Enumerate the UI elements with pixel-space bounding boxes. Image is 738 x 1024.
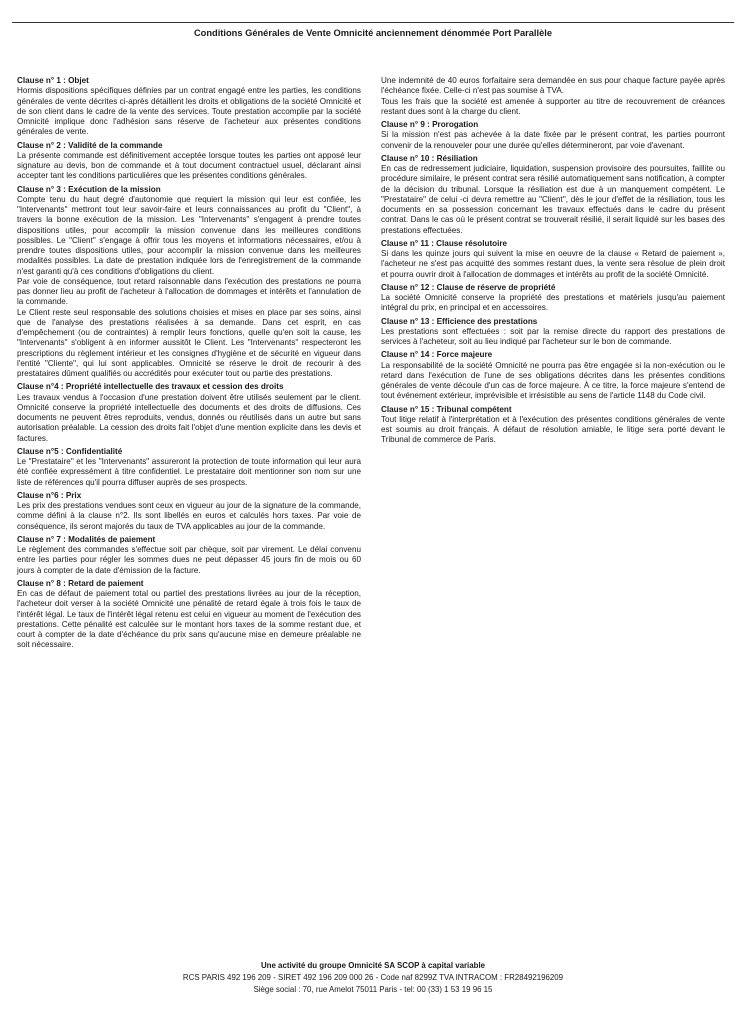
clause-paragraph: Tout litige relatif à l'interprétation et à l'exécution des présentes conditions générales de vente est soumis au droit français. À défaut de résolution amiable, le litige sera porté devant le Tribunal de commerce de Paris. bbox=[381, 414, 725, 445]
footer-title: Une activité du groupe Omnicité SA SCOP à capital variable bbox=[260, 961, 486, 970]
clause bbox=[381, 154, 725, 236]
clause-paragraph: Une indemnité de 40 euros forfaitaire sera demandée en sus pour chaque facture payée après l'échéance fixée. Celle-ci n'est pas soumise à TVA. bbox=[381, 76, 725, 96]
clause bbox=[381, 76, 725, 117]
clause-paragraph: En cas de défaut de paiement total ou partiel des prestations livrées au jour de la réception, l'acheteur doit verser à la société Omnicité une pénalité de retard égale à trois fois le taux de l'intérêt légal. Le taux de l'intérêt légal retenu est celui en vigueur au moment de l'exécution des prestations. Cette pénalité est calculée sur le montant hors taxes de la somme restant due, et court à compter de la date d'échéance du prix sans qu'aucune mise en demeure préalable ne soit nécessaire. bbox=[17, 589, 361, 650]
clause-paragraph: Le "Prestataire" et les "Intervenants" assureront la protection de toute information qui leur aura été confiée expressément à titre confidentiel. Le prestataire doit mentionner son nom sur une liste de références qu'il pourra diffuser auprès de ses prospects. bbox=[17, 457, 361, 487]
clause-paragraph: Par voie de conséquence, tout retard raisonnable dans l'exécution des prestations ne pourra pas donner lieu au profit de l'acheteur à l'allocation de dommages et intérêts et l'annulation de la commande. bbox=[17, 276, 361, 307]
clause-heading: Clause n° 9 : Prorogation bbox=[381, 120, 479, 129]
clause-heading: Clause n° 11 : Clause résolutoire bbox=[381, 238, 508, 248]
clause-paragraph: La société Omnicité conserve la propriété des prestations et matériels jusqu'au paiement intégral du prix, en principal et en accessoires. bbox=[381, 293, 725, 313]
clause-paragraph: Les prestations sont effectuées : soit par la remise directe du rapport des prestations de services à l'acheteur, soit au lieu indiqué par l'acheteur sur le bon de commande. bbox=[381, 326, 725, 346]
clause-heading: Clause n°4 : Propriété intellectuelle des travaux et cession des droits bbox=[17, 382, 284, 392]
clause-paragraph: La présente commande est définitivement acceptée lorsque toutes les parties ont apposé leur signature au devis, bon de commande et à tout document contractuel usuel, déclarant ainsi accepter tant les conditions particulières que les présentes conditions générales. bbox=[17, 150, 361, 181]
clause-heading: Clause n° 12 : Clause de réserve de propriété bbox=[381, 282, 556, 292]
clause-paragraph: Si dans les quinze jours qui suivent la mise en oeuvre de la clause « Retard de paiement », l'acheteur ne s'est pas acquitté des sommes restant dues, la vente sera résolue de plein droit et pourra ouvrir droit à l'allocation de dommages et intérêts au profit de la société Omnicité. bbox=[381, 249, 725, 279]
clause-heading: Clause n°6 : Prix bbox=[17, 490, 82, 500]
clause bbox=[381, 405, 725, 446]
clause bbox=[17, 579, 361, 651]
clause-paragraph: En cas de redressement judiciaire, liquidation, suspension provisoire des poursuites, faillite ou procédure similaire, le présent contrat sera résilié automatiquement sans notification, à compter de la décision du tribunal. Lorsque la résiliation est due à un manquement compétent. Le "Prestataire" de celui -ci devra remettre au "Client", dès le jour d'effet de la résiliation, tous les documents en sa possession concernant les travaux effectués dans le cadre du présent contrat. Dans le cas où le présent contrat se trouverait résilié, il serait liquidé sur les bases des prestations effectuées. bbox=[381, 164, 725, 235]
clause-heading: Clause n° 1 : Objet bbox=[17, 76, 89, 85]
clause bbox=[17, 447, 361, 488]
clause bbox=[17, 185, 361, 380]
clause-paragraph: Les travaux vendus à l'occasion d'une prestation doivent être utilisés seulement par le client. Omnicité conserve la propriété intellectuelle des documents et des droits de diffusions. Ces documents ne peuvent êtres reproduits, vendus, donnés ou réutilisés dans un autre but sans autorisation préalable. La cession des droits fait l'objet d'une mention explicite dans les devis et factures. bbox=[17, 392, 361, 443]
footer bbox=[12, 960, 734, 997]
clause-paragraph: Le Client reste seul responsable des solutions choisies et mises en place par ses soins, ainsi que de l'analyse des prestations réalisées à sa demande. Dans cet esprit, en cas d'empêchement (ou de contraintes) à remplir leurs fonctions, quelle qu'en soit la cause, les "Intervenants" s'obligent à en informer aussitôt le Client. Les "Intervenants" respecteront les prescriptions du règlement intérieur et les consignes d'hygiène et de sécurité en vigueur dans l'entité "Cliente", qui lui sont applicables. Omnicité se réserve le droit de recourir à des prestataires dûment qualifiés ou accrédités pour exécuter tout ou partie des prestations. bbox=[17, 307, 361, 378]
clause-heading: Clause n° 7 : Modalités de paiement bbox=[17, 534, 156, 544]
clause-heading: Clause n° 3 : Exécution de la mission bbox=[17, 184, 161, 194]
clause-heading: Clause n° 13 : Efficience des prestations bbox=[381, 316, 538, 326]
clause-heading: Clause n° 10 : Résiliation bbox=[381, 153, 478, 163]
clause-paragraph: Compte tenu du haut degré d'autonomie que requiert la mission qui leur est confiée, les "Intervenants" mettront tout leur savoir-faire et leurs connaissances au profit du "Client", à travers la bonne exécution de la mission. Les "Intervenants" s'engagent à prendre toutes dispositions utiles, pour accomplir la mission convenue dans les meilleures conditions possibles. Le "Client" s'engage à offrir tous les moyens et informations nécessaires, et/ou à prendre toutes dispositions utiles, pour accomplir la mission convenue dans les meilleures modalités possibles. La date de prestation indiquée lors de l'enregistrement de la commande n'est garanti qu'à ces conditions d'obligations du client. bbox=[17, 194, 361, 276]
clause-paragraph: La responsabilité de la société Omnicité ne pourra pas être engagée si la non-exécution ou le retard dans l'exécution de l'une de ses obligations décrites dans les présentes conditions générales de vente découle d'un cas de force majeure. À ce titre, la force majeure s'entend de tout événement extérieur, imprévisible et irrésistible au sens de l'article 1148 du Code civil. bbox=[381, 360, 725, 401]
clause bbox=[17, 535, 361, 576]
clause bbox=[17, 141, 361, 182]
clause-heading: Clause n° 2 : Validité de la commande bbox=[17, 140, 163, 150]
clause-heading: Clause n° 15 : Tribunal compétent bbox=[381, 404, 512, 414]
document-title: Conditions Générales de Vente Omnicité anciennement dénommée Port Parallèle bbox=[193, 28, 553, 38]
left-column bbox=[17, 76, 361, 654]
clause bbox=[381, 317, 725, 348]
right-column bbox=[381, 76, 725, 449]
clause-paragraph: Hormis dispositions spécifiques définies par un contrat engagé entre les parties, les conditions générales de vente décrites ci-après détaillent les droits et obligations de la société Omnicité et de son client dans le cadre de la vente des services. Toute prestation accomplie par la société Omnicité implique donc l'adhésion sans réserve de l'acheteur aux présentes conditions générales de vente. bbox=[17, 86, 361, 137]
clause bbox=[17, 382, 361, 444]
clause-heading: Clause n°5 : Confidentialité bbox=[17, 446, 123, 456]
clause bbox=[381, 350, 725, 401]
clause-heading: Clause n° 14 : Force majeure bbox=[381, 350, 493, 360]
clause-paragraph: Le règlement des commandes s'effectue soit par chèque, soit par virement. Le délai convenu entre les parties pour régler les sommes dues ne peut dépasser 45 jours fin de mois ou 60 jours à compter de la date d'émission de la facture. bbox=[17, 545, 361, 575]
clause-heading: Clause n° 8 : Retard de paiement bbox=[17, 578, 144, 588]
clause-paragraph: Si la mission n'est pas achevée à la date fixée par le présent contrat, les parties pourront convenir de la renouveler pour une durée qu'elles détermineront, par voie d'avenant. bbox=[381, 130, 725, 150]
footer-registration-line: RCS PARIS 492 196 209 - SIRET 492 196 209 000 26 - Code naf 8299Z TVA INTRACOM : FR28492196209 bbox=[182, 973, 564, 983]
clause-paragraph: Les prix des prestations vendues sont ceux en vigueur au jour de la signature de la commande, comme défini à la clause n°2. Ils sont libellés en euros et calculés hors taxes. Par voie de conséquence, ils seront majorés du taux de TVA applicables au jour de la commande. bbox=[17, 501, 361, 531]
clause bbox=[17, 76, 361, 138]
clause bbox=[381, 283, 725, 314]
clause bbox=[17, 491, 361, 532]
top-rule bbox=[12, 22, 734, 23]
clause bbox=[381, 120, 725, 151]
clause-paragraph: Tous les frais que la société est amenée à supporter au titre de recouvrement de créances restant dues sont à la charge du client. bbox=[381, 96, 725, 116]
clause bbox=[381, 239, 725, 280]
footer-address-line: Siège social : 70, rue Amelot 75011 Paris - tel: 00 (33) 1 53 19 96 15 bbox=[253, 985, 493, 995]
